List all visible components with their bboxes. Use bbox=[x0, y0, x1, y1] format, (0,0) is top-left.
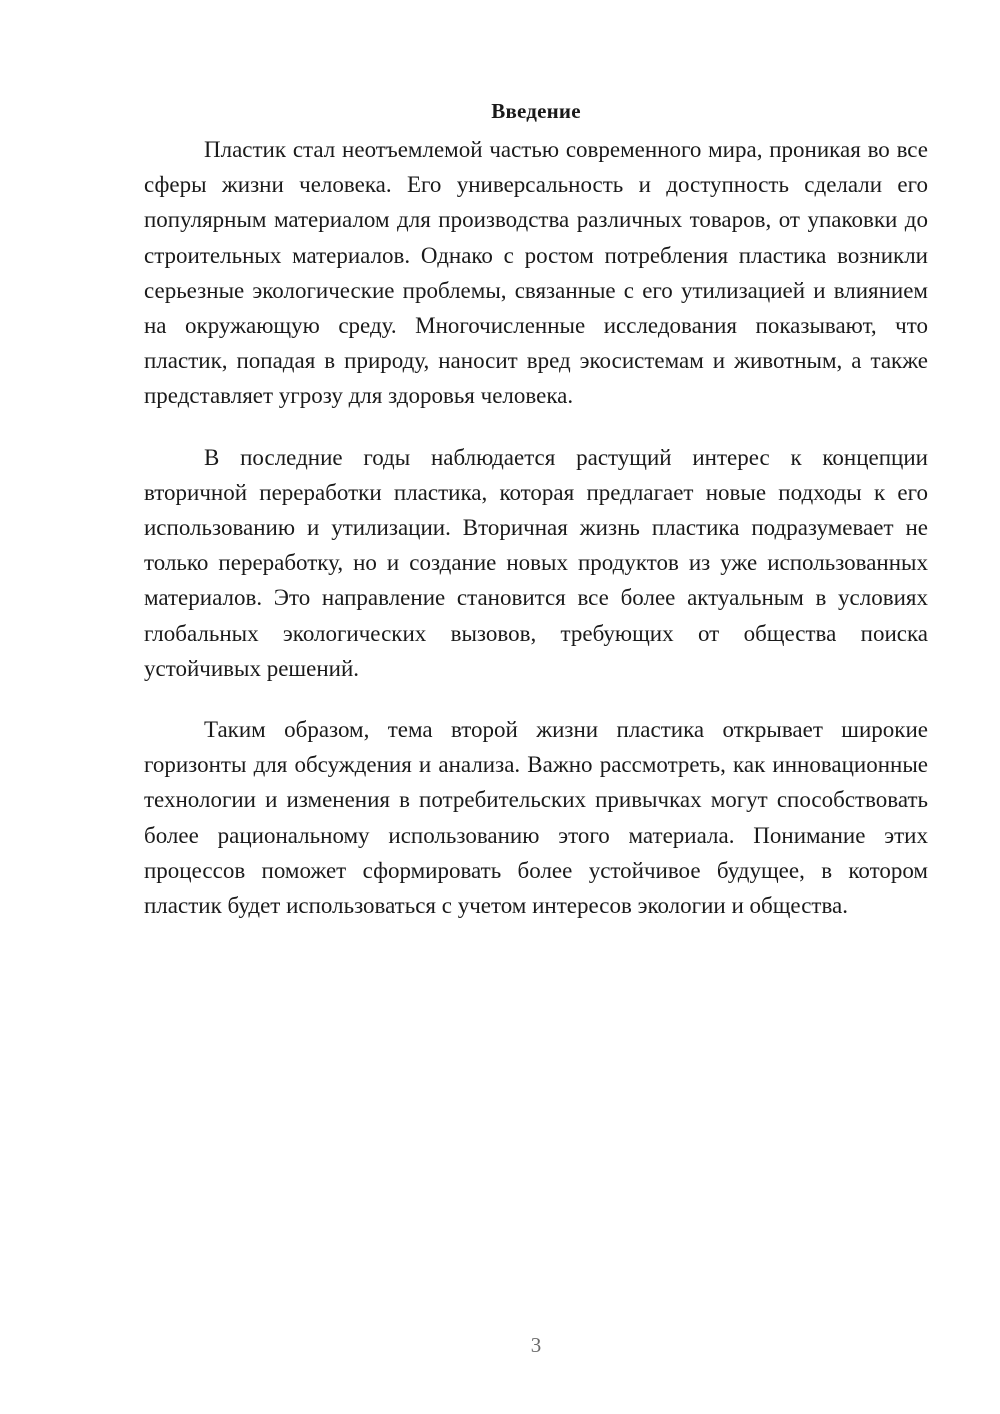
paragraph-1: Пластик стал неотъемлемой частью современного мира, проникая во все сферы жизни человека. Его универсальность и доступность сделали его популярным материалом для производства различных товаров, от упаковки до строительных материалов. Однако с ростом потребления пластика возникли серьезные экологические проблемы, связанные с его утилизацией и влиянием на окружающую среду. Многочисленные исследования показывают, что пластик, попадая в природу, наносит вред экосистемам и животным, а также представляет угрозу для здоровья человека. bbox=[144, 137, 928, 409]
page-number: 3 bbox=[530, 1333, 542, 1357]
paragraph-3: Таким образом, тема второй жизни пластика открывает широкие горизонты для обсуждения и анализа. Важно рассмотреть, как инновационные технологии и изменения в потребительских привычках могут способствовать более рациональному использованию этого материала. Понимание этих процессов поможет сформировать более устойчивое будущее, в котором пластик будет использоваться с учетом интересов экологии и общества. bbox=[144, 717, 928, 919]
page-content bbox=[144, 96, 928, 949]
section-heading: Введение bbox=[491, 99, 581, 123]
paragraph-2: В последние годы наблюдается растущий интерес к концепции вторичной переработки пластика, которая предлагает новые подходы к его использованию и утилизации. Вторичная жизнь пластика подразумевает не только переработку, но и создание новых продуктов из уже использованных материалов. Это направление становится все более актуальным в условиях глобальных экологических вызовов, требующих от общества поиска устойчивых решений. bbox=[144, 444, 928, 681]
